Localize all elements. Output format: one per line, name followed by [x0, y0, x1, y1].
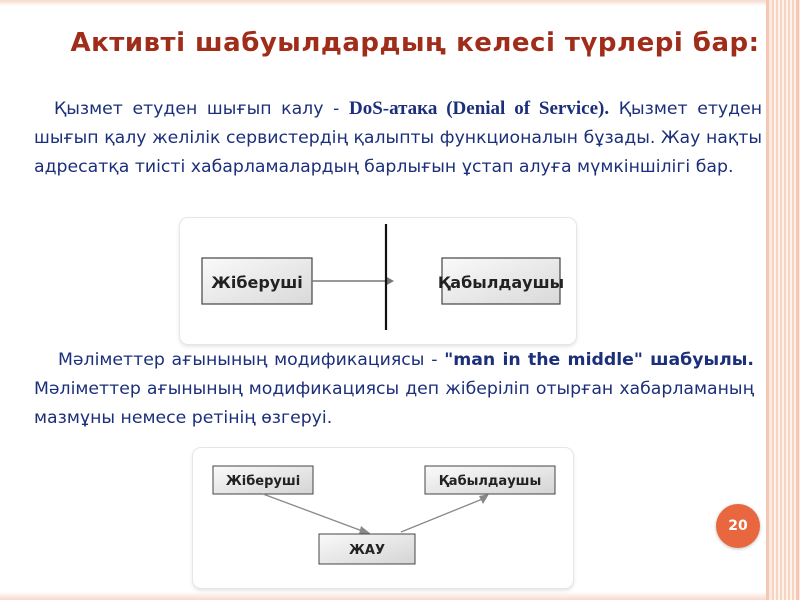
- dos-diagram: [180, 218, 576, 344]
- dos-term: DoS-атака (Denial of Service).: [348, 98, 610, 119]
- paragraph-mitm: [34, 346, 754, 433]
- bottom-border: [0, 592, 800, 600]
- sender-label: Жіберуші: [225, 474, 301, 489]
- receiver-box: [438, 258, 564, 304]
- paragraph-dos-body: Қызмет етуден шығып қалу желілік сервистердің қалыпты функционалын бұзады. Жау нақты адресатқа тиісті хабарламалардың барлығын ұстап алуға мүмкіншілігі бар.: [34, 99, 763, 177]
- sender-box: [202, 258, 312, 304]
- mitm-diagram: [193, 448, 573, 588]
- page-number-badge: 20: [716, 504, 760, 548]
- slide-title: Активті шабуылдардың келесі түрлері бар:: [70, 28, 760, 58]
- top-border: [0, 0, 800, 6]
- dos-diagram-svg: [180, 218, 576, 344]
- receiver-box: [425, 466, 555, 494]
- paragraph-dos-intro: Қызмет етуден шығып калу -: [54, 99, 349, 119]
- attacker-box: [319, 534, 415, 564]
- arrow-head: [479, 494, 489, 504]
- sender-box: [213, 466, 313, 494]
- attacker-label: ЖАУ: [349, 543, 385, 558]
- mitm-diagram-svg: [193, 448, 573, 588]
- arrow-attacker-to-receiver: [401, 498, 485, 532]
- arrow-sender-to-attacker: [263, 494, 365, 532]
- arrow-head: [359, 526, 371, 534]
- sender-label: Жіберуші: [211, 273, 303, 292]
- paragraph-mitm-body: Мәліметтер ағынының модификациясы деп жіберіліп отырған хабарламаның мазмұны немесе ретінің өзгеруі.: [34, 379, 754, 428]
- paragraph-dos: [34, 94, 762, 182]
- paragraph-mitm-intro: Мәліметтер ағынының модификациясы -: [58, 350, 445, 370]
- mitm-term: "man in the middle" шабуылы.: [444, 350, 754, 370]
- receiver-label: Қабылдаушы: [438, 474, 542, 489]
- receiver-label: Қабылдаушы: [437, 273, 565, 292]
- decorative-right-border: [766, 0, 800, 600]
